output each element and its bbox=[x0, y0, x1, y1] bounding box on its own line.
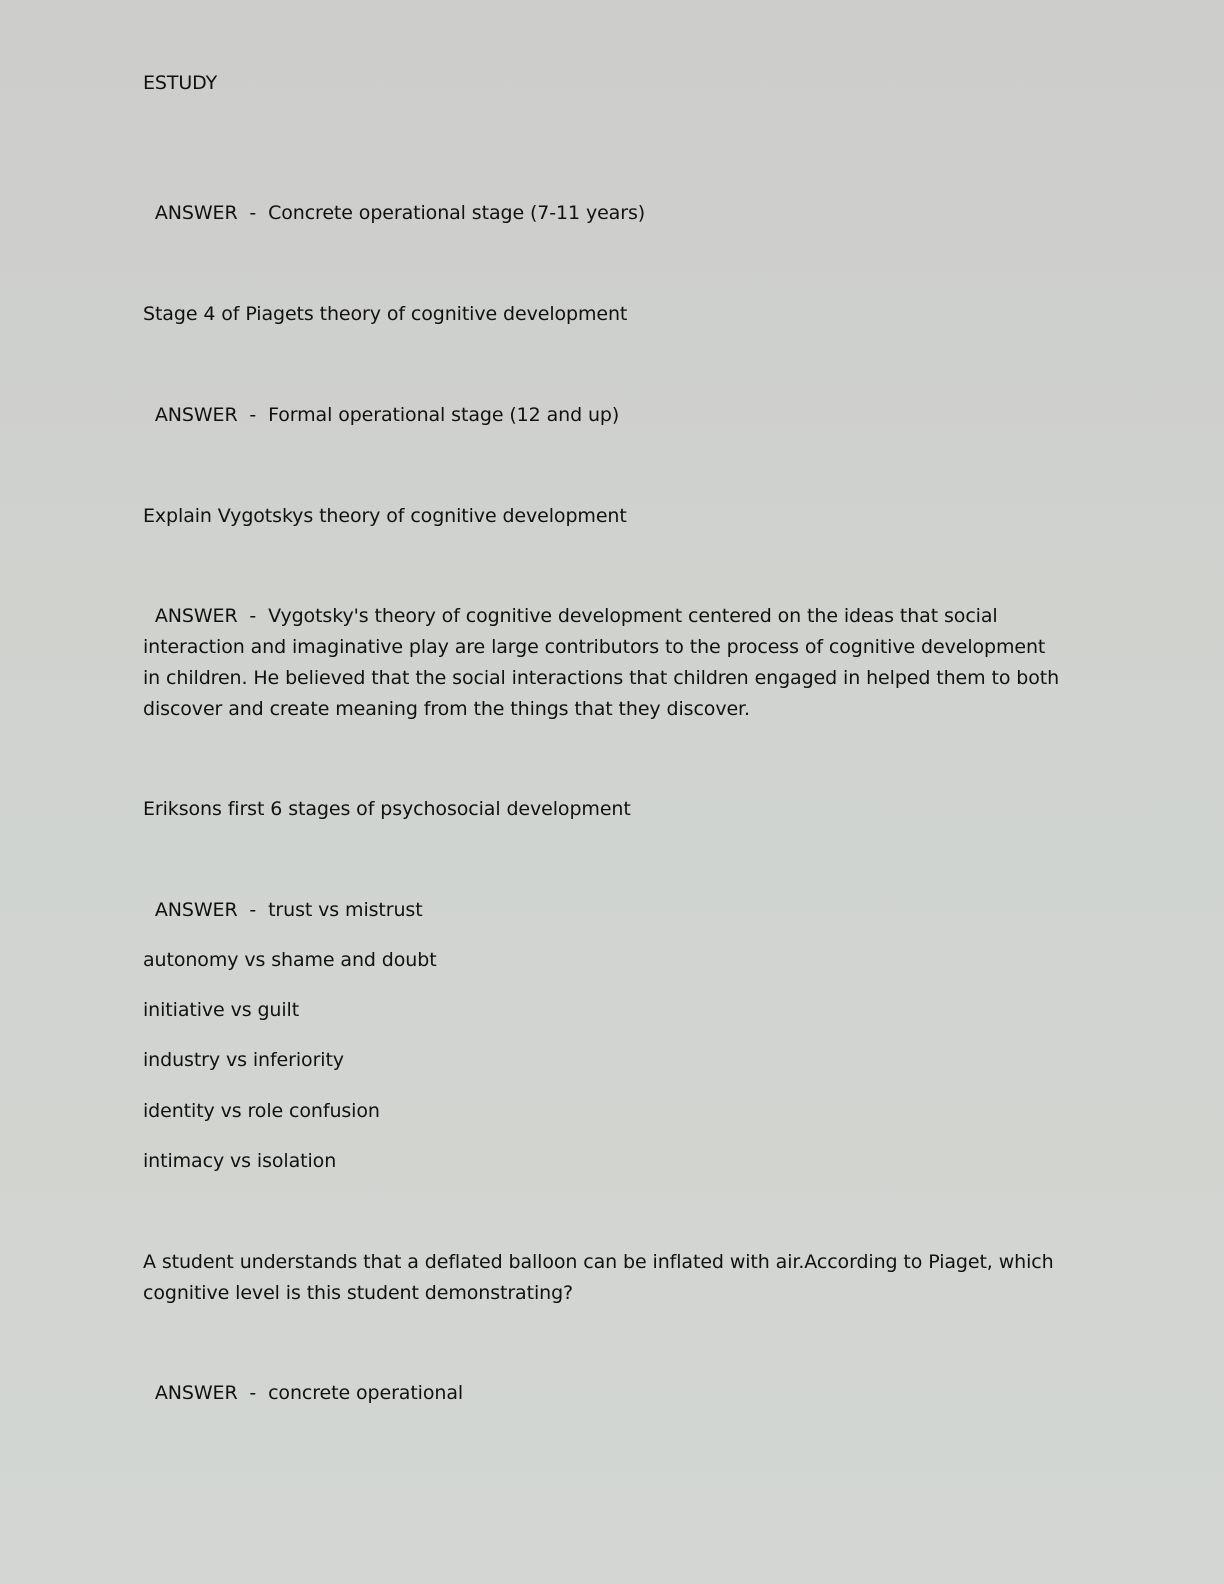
answer-4-item: ANSWER - trust vs mistrust bbox=[143, 899, 423, 921]
answer-5: ANSWER - concrete operational bbox=[143, 1382, 464, 1404]
answer-4-item: industry vs inferiority bbox=[143, 1049, 344, 1071]
question-5: A student understands that a deflated balloon can be inflated with air.According to Piaget, which cognitive level is this student demonstrating? bbox=[143, 1251, 1060, 1304]
answer-2: ANSWER - Formal operational stage (12 and up) bbox=[143, 404, 620, 426]
answer-3: ANSWER - Vygotsky's theory of cognitive development centered on the ideas that social interaction and imaginative play are large contributors to the process of cognitive development in children. He believed that the social interactions that children engaged in helped them to both discover and create meaning from the things that they discover. bbox=[143, 605, 1066, 720]
answer-1: ANSWER - Concrete operational stage (7-11 years) bbox=[143, 202, 646, 224]
answer-4-item: intimacy vs isolation bbox=[143, 1150, 337, 1172]
document-heading: ESTUDY bbox=[143, 72, 218, 94]
question-4: Eriksons first 6 stages of psychosocial development bbox=[143, 798, 631, 820]
answer-4-item: identity vs role confusion bbox=[143, 1100, 380, 1122]
question-2: Stage 4 of Piagets theory of cognitive development bbox=[143, 303, 628, 325]
answer-4-item: autonomy vs shame and doubt bbox=[143, 949, 437, 971]
answer-4-item: initiative vs guilt bbox=[143, 999, 300, 1021]
question-3: Explain Vygotskys theory of cognitive development bbox=[143, 505, 627, 527]
